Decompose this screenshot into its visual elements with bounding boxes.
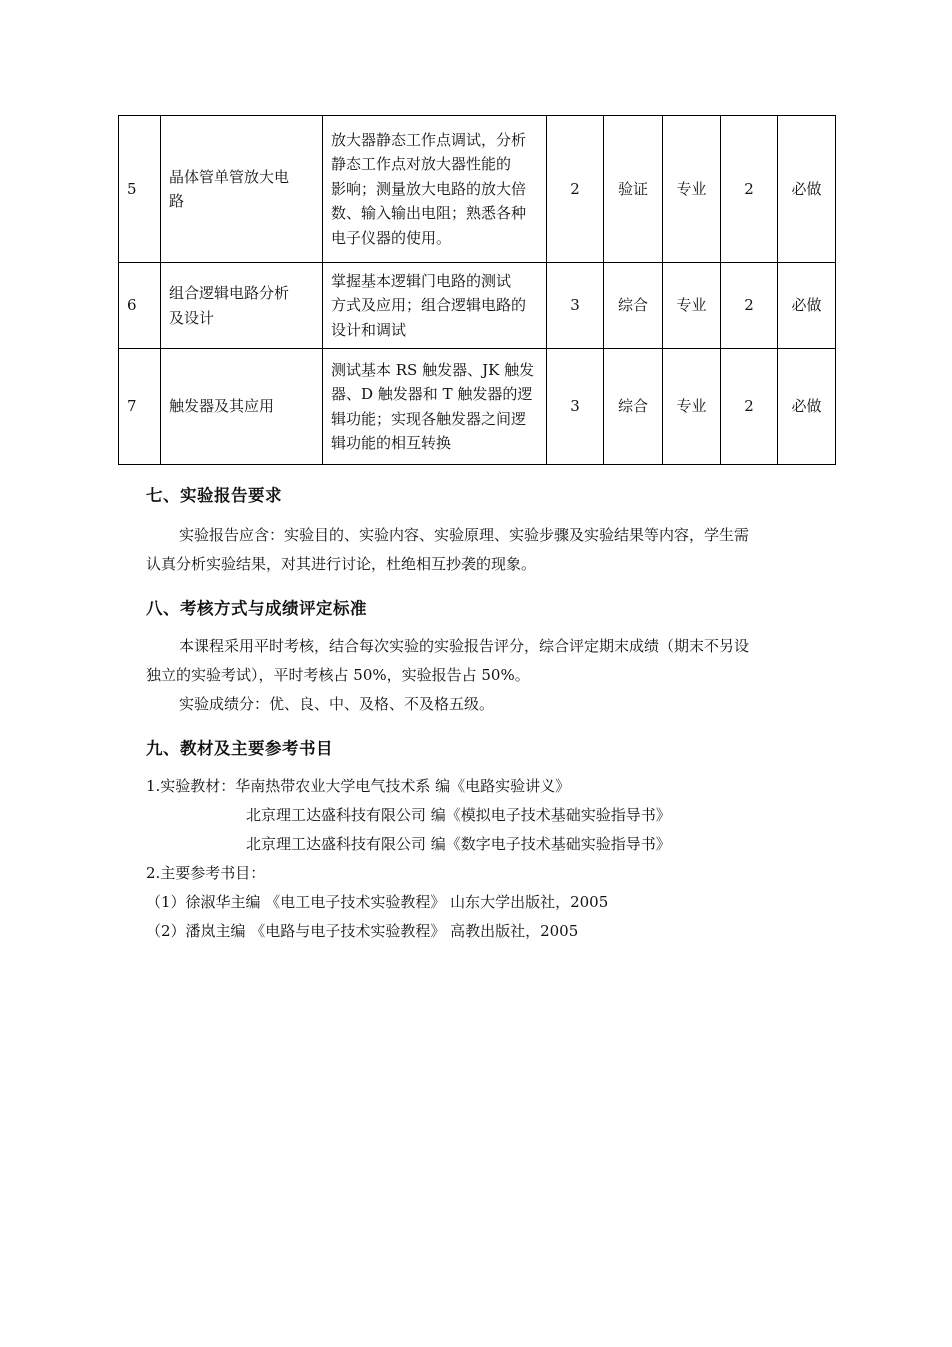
row-number: 5 <box>119 116 161 263</box>
experiment-type: 综合 <box>604 349 663 465</box>
hours: 3 <box>547 263 604 349</box>
hours: 2 <box>547 116 604 263</box>
experiment-description: 放大器静态工作点调试，分析 静态工作点对放大器性能的 影响；测量放大电路的放大倍 数、输入输出电阻；熟悉各种 电子仪器的使用。 <box>323 116 547 263</box>
group-size: 2 <box>721 349 778 465</box>
section-heading-report: 七、实验报告要求 <box>146 486 282 505</box>
required-flag: 必做 <box>778 116 836 263</box>
paragraph-line: 实验报告应含：实验目的、实验内容、实验原理、实验步骤及实验结果等内容，学生需 <box>179 526 750 544</box>
reference-line: （1）徐淑华主编 《电工电子技术实验教程》 山东大学出版社，2005 <box>146 893 609 911</box>
section-heading-assessment: 八、考核方式与成绩评定标准 <box>146 599 367 618</box>
paragraph-line: 独立的实验考试），平时考核占 50%，实验报告占 50%。 <box>146 666 530 684</box>
experiment-type: 验证 <box>604 116 663 263</box>
experiment-description: 掌握基本逻辑门电路的测试 方式及应用；组合逻辑电路的 设计和调试 <box>323 263 547 349</box>
reference-line: 1.实验教材：华南热带农业大学电气技术系 编《电路实验讲义》 <box>146 777 571 795</box>
reference-line: 2.主要参考书目： <box>146 864 266 882</box>
reference-line: 北京理工达盛科技有限公司 编《模拟电子技术基础实验指导书》 <box>246 806 671 824</box>
reference-line: 北京理工达盛科技有限公司 编《数字电子技术基础实验指导书》 <box>246 835 671 853</box>
paragraph-line: 实验成绩分：优、良、中、及格、不及格五级。 <box>179 695 495 713</box>
required-flag: 必做 <box>778 349 836 465</box>
group-size: 2 <box>721 263 778 349</box>
paragraph-line: 本课程采用平时考核，结合每次实验的实验报告评分，综合评定期末成绩（期末不另设 <box>179 637 750 655</box>
experiment-name: 组合逻辑电路分析 及设计 <box>161 263 323 349</box>
experiment-name: 触发器及其应用 <box>161 349 323 465</box>
experiment-category: 专业 <box>663 116 721 263</box>
row-number: 7 <box>119 349 161 465</box>
experiment-name: 晶体管单管放大电 路 <box>161 116 323 263</box>
experiment-category: 专业 <box>663 349 721 465</box>
experiment-category: 专业 <box>663 263 721 349</box>
table-row <box>119 349 836 465</box>
row-number: 6 <box>119 263 161 349</box>
paragraph-line: 认真分析实验结果，对其进行讨论，杜绝相互抄袭的现象。 <box>146 555 537 573</box>
required-flag: 必做 <box>778 263 836 349</box>
reference-line: （2）潘岚主编 《电路与电子技术实验教程》 高教出版社，2005 <box>146 922 579 940</box>
experiment-description: 测试基本 RS 触发器、JK 触发 器、D 触发器和 T 触发器的逻 辑功能；实现各触发器之间逻 辑功能的相互转换 <box>323 349 547 465</box>
section-heading-references: 九、教材及主要参考书目 <box>146 739 333 758</box>
group-size: 2 <box>721 116 778 263</box>
experiment-table <box>118 115 836 465</box>
table-row <box>119 116 836 263</box>
hours: 3 <box>547 349 604 465</box>
table-row <box>119 263 836 349</box>
experiment-type: 综合 <box>604 263 663 349</box>
